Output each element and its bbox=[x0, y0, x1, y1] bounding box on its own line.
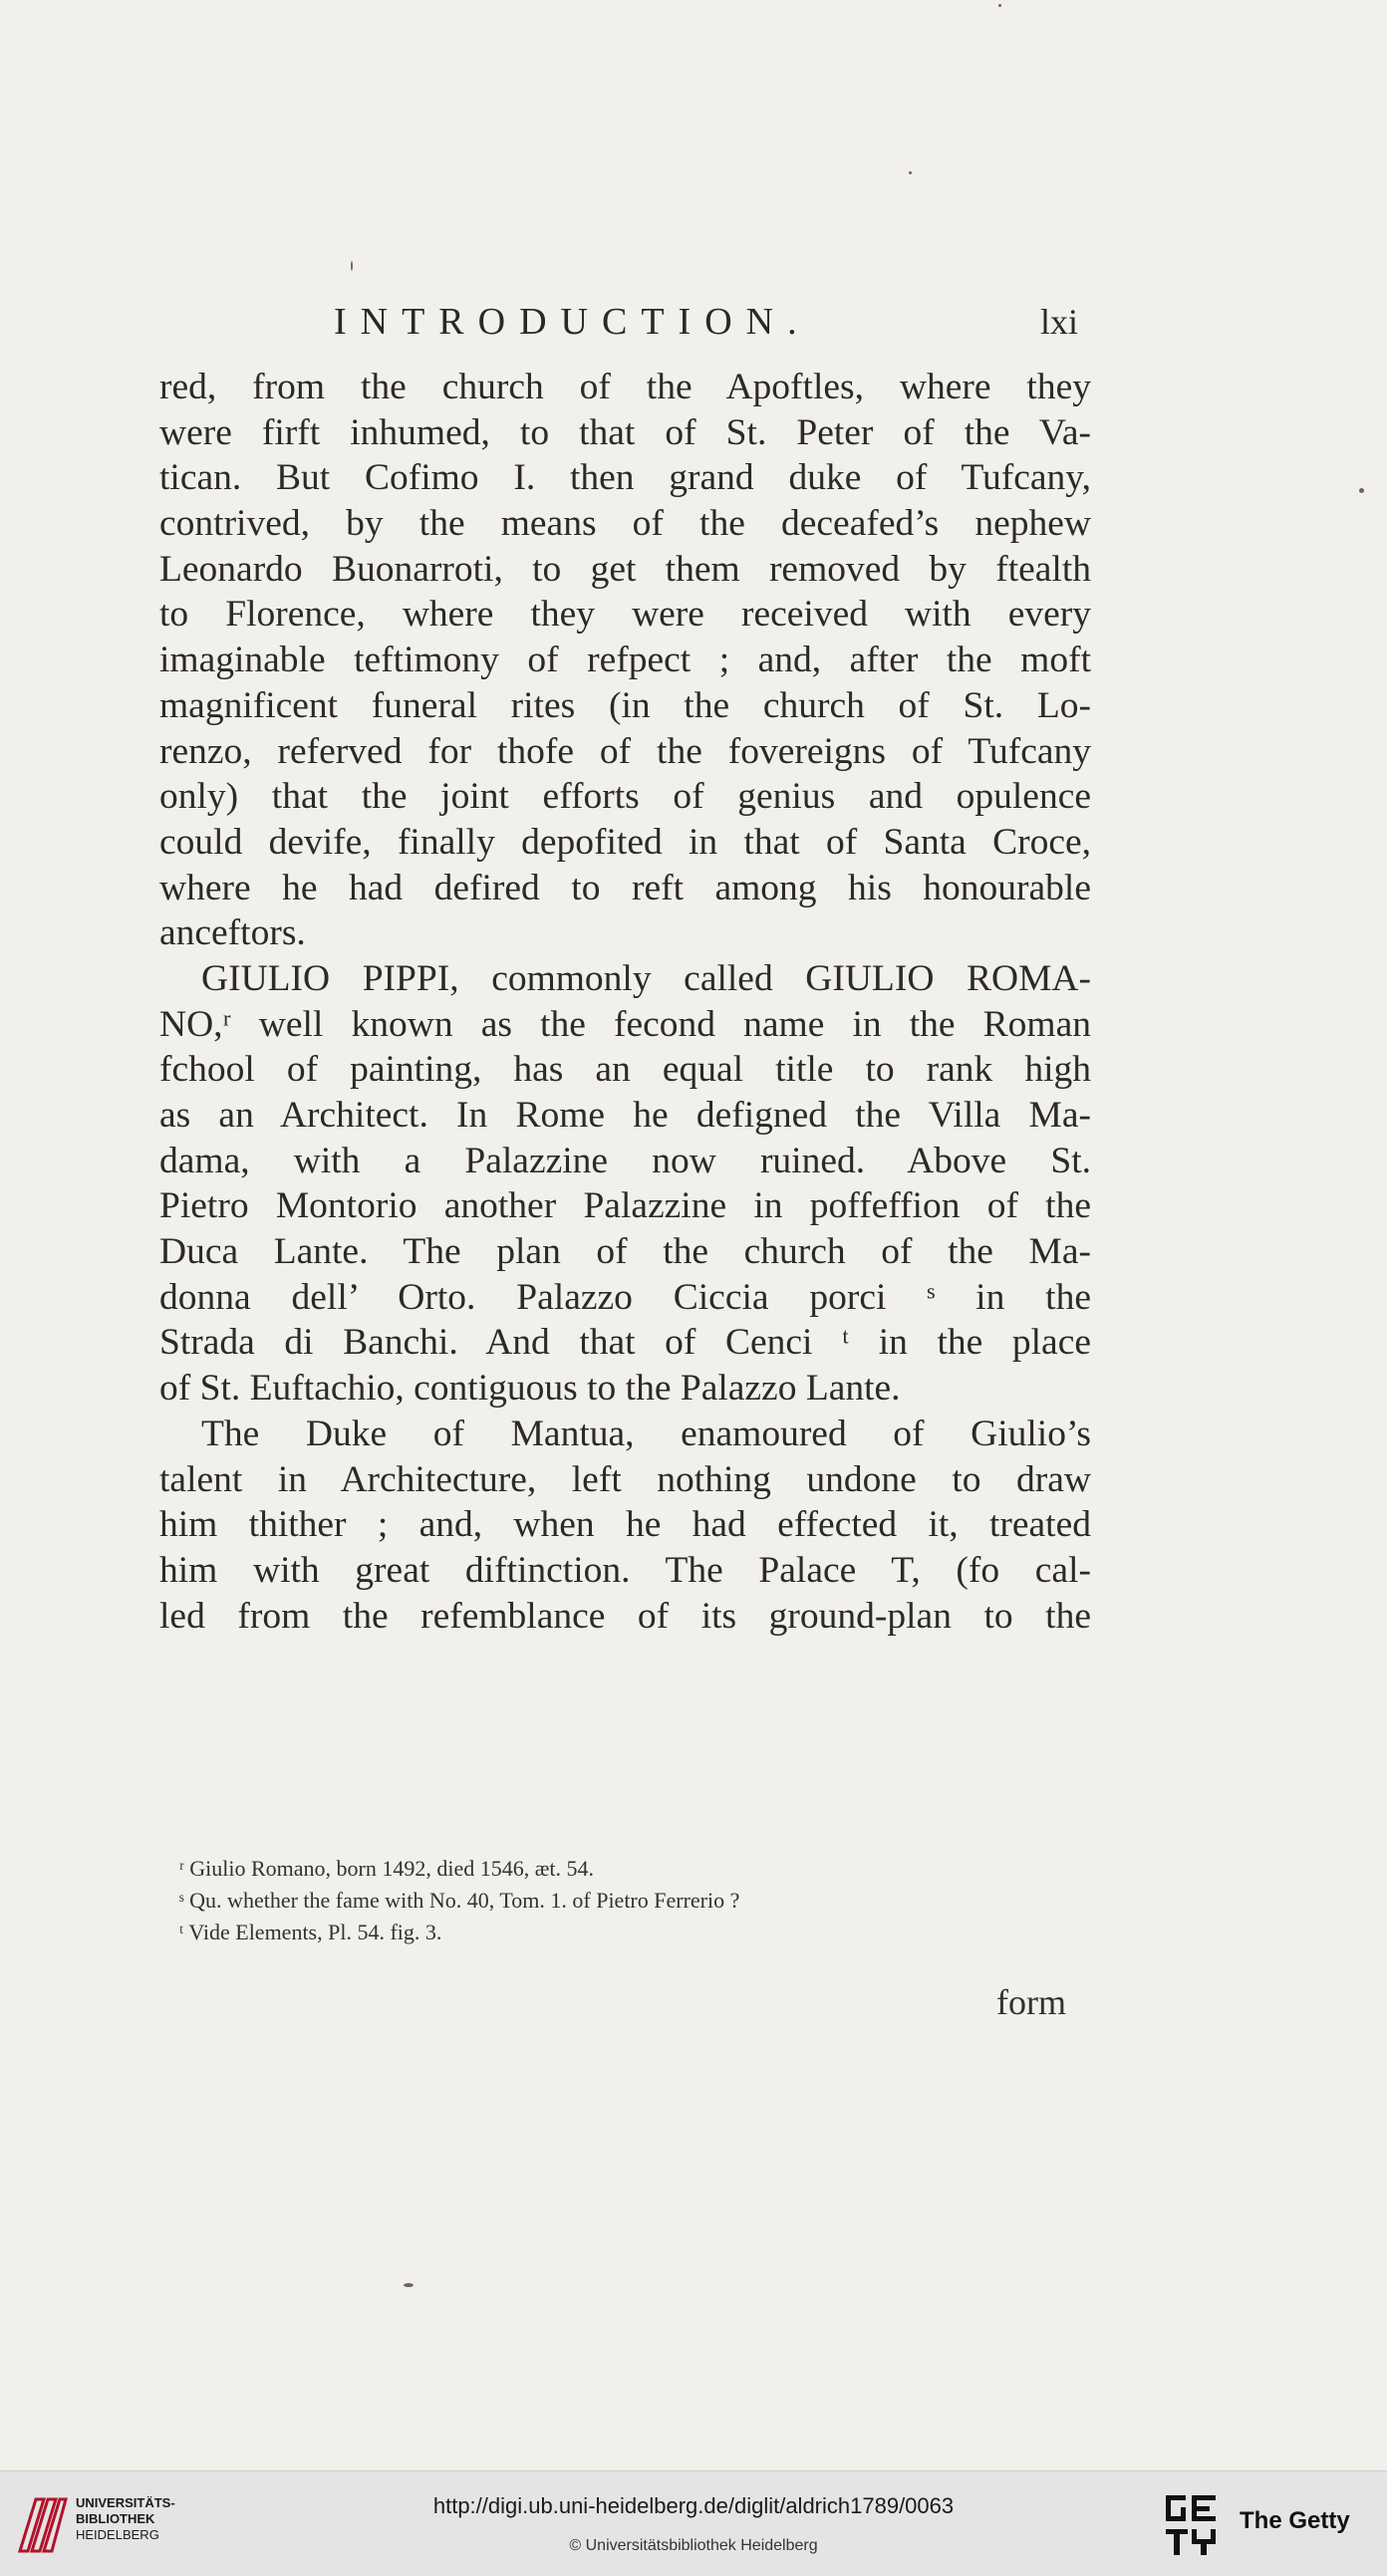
paper-speck bbox=[404, 2283, 414, 2287]
text-line: to Florence, where they were received with every bbox=[159, 594, 1091, 636]
text-line: tican. But Cofimo I. then grand duke of Tufcany, bbox=[159, 457, 1091, 499]
copyright-notice: © Universitätsbibliothek Heidelberg bbox=[569, 2537, 818, 2554]
text-line: fchool of painting, has an equal title to rank high bbox=[159, 1049, 1091, 1091]
footnotes bbox=[179, 1853, 1076, 1948]
footer-bar bbox=[0, 2470, 1387, 2576]
text-line: contrived, by the means of the deceafed’s nephew bbox=[159, 503, 1091, 545]
paper-speck bbox=[909, 171, 912, 174]
text-line: NO,ʳ well known as the fecond name in the Roman bbox=[159, 1003, 1091, 1045]
text-line: Duca Lante. The plan of the church of the Ma- bbox=[159, 1231, 1091, 1273]
getty-logo-icon bbox=[1162, 2489, 1222, 2559]
text-line: GIULIO PIPPI, commonly called GIULIO ROMA- bbox=[201, 957, 1091, 999]
text-line: where he had defired to reft among his honourable bbox=[159, 867, 1091, 908]
running-head-title: INTRODUCTION. bbox=[334, 301, 811, 343]
text-line: The Duke of Mantua, enamoured of Giulio’s bbox=[201, 1413, 1091, 1454]
text-line: could devife, finally depofited in that of Santa Croce, bbox=[159, 821, 1091, 863]
text-line: renzo, referved for thofe of the fovereigns of Tufcany bbox=[159, 730, 1091, 772]
text-line: dama, with a Palazzine now ruined. Above St. bbox=[159, 1140, 1091, 1181]
library-name-line: BIBLIOTHEK bbox=[76, 2511, 155, 2526]
partner-name: The Getty bbox=[1240, 2507, 1350, 2534]
library-name-line: HEIDELBERG bbox=[76, 2527, 159, 2542]
text-line: talent in Architecture, left nothing undone to draw bbox=[159, 1458, 1091, 1500]
text-line: him thither ; and, when he had effected it, treated bbox=[159, 1504, 1091, 1546]
text-line: donna dell’ Orto. Palazzo Ciccia porci ˢ in the bbox=[159, 1276, 1091, 1318]
text-line: as an Architect. In Rome he defigned the Villa Ma- bbox=[159, 1095, 1091, 1136]
footnote: ʳ Giulio Romano, born 1492, died 1546, æt. 54. bbox=[179, 1856, 595, 1881]
permalink-url[interactable]: http://digi.ub.uni-heidelberg.de/diglit/aldrich1789/0063 bbox=[432, 2493, 955, 2518]
text-line: were firft inhumed, to that of St. Peter of the Va- bbox=[159, 411, 1091, 453]
text-line: Pietro Montorio another Palazzine in poffeffion of the bbox=[159, 1185, 1091, 1227]
text-line: of St. Euftachio, contiguous to the Palazzo Lante. bbox=[159, 1368, 901, 1410]
page-number: lxi bbox=[1039, 302, 1078, 342]
text-line: Strada di Banchi. And that of Cenci ᵗ in the place bbox=[159, 1322, 1091, 1364]
text-line: only) that the joint efforts of genius and opulence bbox=[159, 776, 1091, 818]
paper-speck bbox=[998, 4, 1001, 7]
running-head bbox=[159, 299, 1116, 349]
paper-speck bbox=[1359, 488, 1364, 493]
text-line: Leonardo Buonarroti, to get them removed by ftealth bbox=[159, 548, 1091, 590]
text-line: red, from the church of the Apoftles, where they bbox=[159, 367, 1091, 407]
catchword: form bbox=[996, 1982, 1066, 2022]
text-line: him with great diftinction. The Palace T, (fo cal- bbox=[159, 1549, 1091, 1591]
footnote: ˢ Qu. whether the fame with No. 40, Tom. 1. of Pietro Ferrerio ? bbox=[179, 1888, 740, 1913]
footnote: ᵗ Vide Elements, Pl. 54. fig. 3. bbox=[179, 1920, 442, 1944]
library-name-line: UNIVERSITÄTS- bbox=[76, 2495, 175, 2510]
paper-speck bbox=[351, 261, 353, 271]
text-line: led from the refemblance of its ground-plan to the bbox=[159, 1595, 1091, 1637]
text-line: imaginable teftimony of refpect ; and, after the moft bbox=[159, 640, 1091, 681]
text-line: anceftors. bbox=[159, 912, 306, 954]
body-text bbox=[159, 365, 1091, 1639]
text-line: magnificent funeral rites (in the church of St. Lo- bbox=[159, 684, 1091, 726]
